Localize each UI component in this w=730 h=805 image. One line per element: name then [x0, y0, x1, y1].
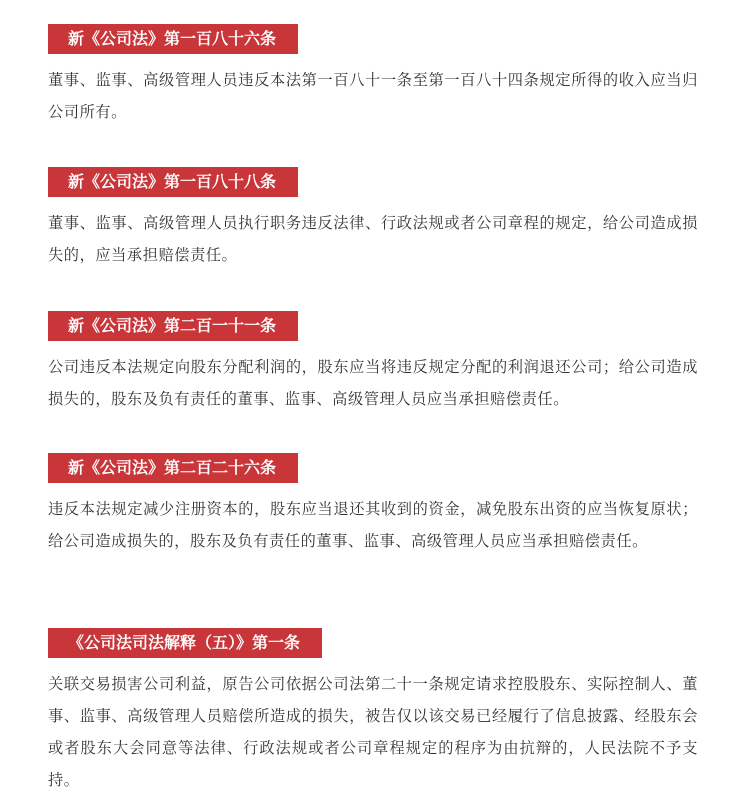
article-text: 董事、监事、高级管理人员执行职务违反法律、行政法规或者公司章程的规定，给公司造成损失的，应当承担赔偿责任。	[48, 214, 698, 264]
article-text: 违反本法规定减少注册资本的，股东应当退还其收到的资金，减免股东出资的应当恢复原状；给公司造成损失的，股东及负有责任的董事、监事、高级管理人员应当承担赔偿责任。	[48, 500, 698, 550]
article-section	[48, 167, 698, 271]
article-section	[48, 628, 698, 796]
article-heading: 新《公司法》第一百八十六条	[48, 24, 298, 54]
article-section	[48, 24, 698, 128]
article-section	[48, 311, 698, 415]
article-text: 关联交易损害公司利益，原告公司依据公司法第二十一条规定请求控股股东、实际控制人、董事、监事、高级管理人员赔偿所造成的损失，被告仅以该交易已经履行了信息披露、经股东会或者股东大会同意等法律、行政法规或者公司章程规定的程序为由抗辩的，人民法院不予支持。	[48, 675, 698, 789]
article-heading: 《公司法司法解释（五）》第一条	[48, 628, 322, 658]
article-heading: 新《公司法》第二百二十六条	[48, 453, 298, 483]
article-heading: 新《公司法》第二百一十一条	[48, 311, 298, 341]
article-section	[48, 453, 698, 557]
article-heading: 新《公司法》第一百八十八条	[48, 167, 298, 197]
article-text: 公司违反本法规定向股东分配利润的，股东应当将违反规定分配的利润退还公司；给公司造成损失的，股东及负有责任的董事、监事、高级管理人员应当承担赔偿责任。	[48, 358, 698, 408]
article-text: 董事、监事、高级管理人员违反本法第一百八十一条至第一百八十四条规定所得的收入应当归公司所有。	[48, 71, 698, 121]
